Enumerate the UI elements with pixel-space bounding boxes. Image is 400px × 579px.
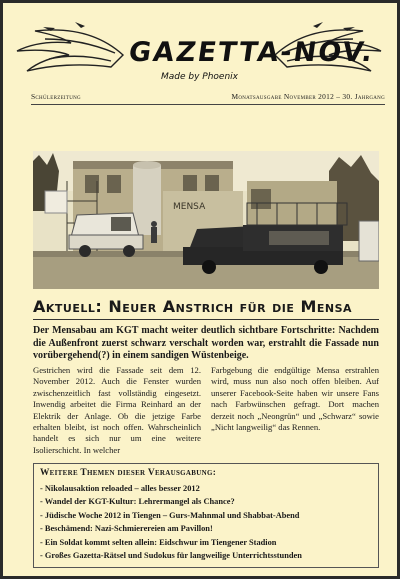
- article-column-2: Farbgebung die endgültige Mensa erstrahlen wird, muss nun also noch offen bleiben. Auf unserer Facebook-Seite haben wir unsere Fans nach Farbwünschen gefragt. Dort machen derzeit noch „Neongrün“ und „Schwarz“ sowie „Nicht langweilig“ das Rennen.: [211, 365, 379, 433]
- more-topics-title: Weitere Themen dieser Verausgabung:: [40, 468, 217, 478]
- logo-tagline: Made by Phoenix: [161, 72, 238, 82]
- topic-item: - Wandel der KGT-Kultur: Lehrermangel als Chance?: [40, 497, 235, 507]
- topic-item: - Nikolausaktion reloaded – alles besser 2012: [40, 484, 200, 493]
- masthead: [11, 9, 395, 87]
- article-headline: Aktuell: Neuer Anstrich für die Mensa: [33, 297, 379, 320]
- topic-item: - Jüdische Woche 2012 in Tiengen – Gurs-Mahnmal und Shabbat-Abend: [40, 510, 300, 520]
- article-column-1: Gestrichen wird die Fassade seit dem 12. November 2012. Auch die Fenster wurden zwischenzeitlich fast vollständig eingesetzt. Inwendig arbeitet die Firma Reinhard an der Elektrik der Anlage. Ob die jetzige Farbe erhalten bleibt, ist noch offen. Wahrscheinlich handelt es sich nur um eine weitere Isolierschicht. In welcher: [33, 365, 201, 455]
- publication-type: Schülerzeitung: [31, 92, 81, 101]
- masthead-info-row: [31, 92, 385, 105]
- article-lead: Der Mensabau am KGT macht weiter deutlich sichtbare Fortschritte: Nachdem die Außenfront zuerst schwarz verschalt worden war, erstrahlt die Fassade nun vorübergehend(?) in einem sandigen Wüstenbeige.: [33, 325, 379, 361]
- topic-item: - Ein Soldat kommt selten allein: Eidschwur im Tiengener Stadion: [40, 537, 277, 547]
- newsletter-logo: GAZETTA-NOV.: [126, 37, 377, 68]
- topic-item: - Beschämend: Nazi-Schmierereien am Pavillon!: [40, 524, 213, 534]
- more-topics-box: [33, 463, 379, 568]
- topic-item: - Großes Gazetta-Rätsel und Sudokus für langweilige Unterrichtsstunden: [40, 551, 302, 561]
- issue-date: Monatsausgabe November 2012 – 30. Jahrgang: [231, 92, 385, 101]
- mensa-sign: MENSA: [173, 202, 206, 212]
- mensa-photo: [33, 151, 379, 289]
